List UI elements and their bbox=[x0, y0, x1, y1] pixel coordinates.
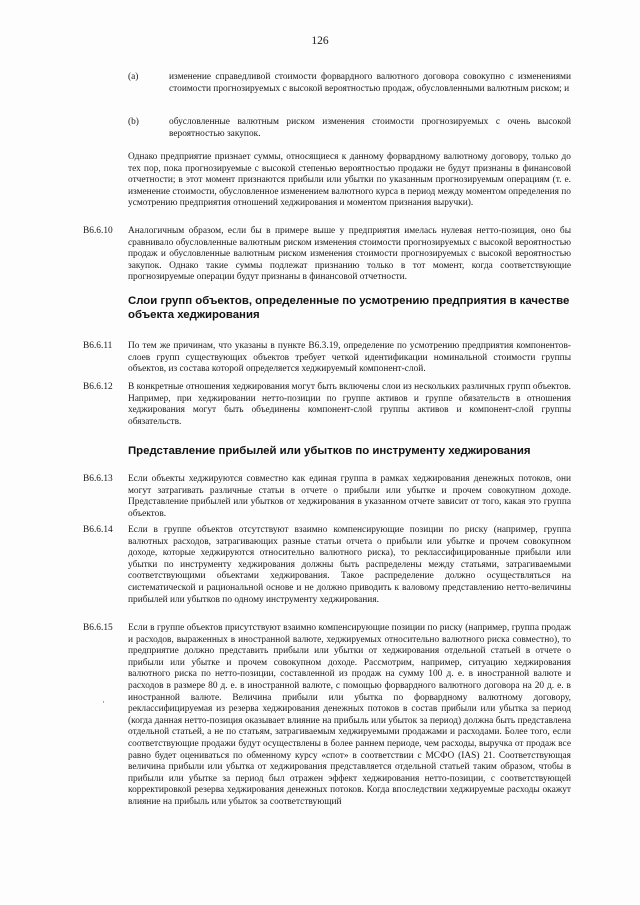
paragraph-number: B6.6.13 bbox=[83, 474, 113, 484]
list-item-label: (b) bbox=[128, 117, 139, 127]
numbered-paragraph: Аналогичным образом, если бы в примере выше у предприятия имелась нулевая нетто-позиция, оно бы сравнивало обусловленные валютным риском изменения стоимости прогнозируемых с высокой вероятностью продаж и обусловленные валютным риском изменения стоимости прогнозируемых с высокой вероятностью закупок. Однако такие суммы подлежат признанию только в тот момент, когда соответствующие прогнозируемые операции будут признаны в финансовой отчетности. bbox=[128, 226, 571, 283]
numbered-paragraph: В конкретные отношения хеджирования могут быть включены слои из нескольких различных групп объектов. Например, при хеджировании нетто-позиции по группе активов и группе обязательств в отношения хеджирования могут быть объединены компонент-слой группы активов и компонент-слой группы обязательств. bbox=[128, 382, 571, 427]
paragraph-number: B6.6.14 bbox=[83, 525, 113, 535]
numbered-paragraph: Если в группе объектов отсутствуют взаимно компенсирующие позиции по риску (например, группа валютных расходов, затрагивающих разные статьи отчета о прибыли или убытке и прочем совокупном доходе, которые хеджируются относительно валютного риска), то реклассифицированные прибыли или убытки по инструменту хеджирования должны быть распределены между статьями, затрагиваемыми соответствующими объектами хеджирования. Такое распределение должно осуществляться на систематической и рациональной основе и не должно приводить к валовому представлению нетто-величины прибылей или убытков по одному инструменту хеджирования. bbox=[128, 525, 571, 605]
list-item-text: изменение справедливой стоимости форвардного валютного договора совокупно с изменениями стоимости прогнозируемых с высокой вероятностью продаж, обусловленными валютным риском; и bbox=[169, 72, 571, 94]
section-heading: Представление прибылей или убытков по инструменту хеджирования bbox=[128, 445, 531, 457]
list-item-text: обусловленные валютным риском изменения стоимости прогнозируемых с очень высокой вероятностью закупок. bbox=[169, 117, 571, 139]
paragraph-number: B6.6.15 bbox=[83, 623, 113, 633]
margin-mark: · bbox=[102, 697, 105, 707]
body-paragraph: Однако предприятие признает суммы, относящиеся к данному форвардному валютному договору, только до тех пор, пока прогнозируемые с высокой степенью вероятностью продажи не будут признаны в финансовой отчетности; в этот момент признаются прибыли или убытки по указанным прогнозируемым операциям (т. е. изменение стоимости, обусловленное изменением валютного курса в период между моментом определения по усмотрению предприятия отношений хеджирования и моментом признания выручки). bbox=[128, 152, 571, 209]
numbered-paragraph: Если в группе объектов присутствуют взаимно компенсирующие позиции по риску (например, группа продаж и расходов, выраженных в иностранной валюте, хеджируемых относительно валютного риска совместно), то предприятие должно представить прибыли или убытки от хеджирования отдельной статьей в отчете о прибыли или убытке и прочем совокупном доходе. Рассмотрим, например, ситуацию хеджирования валютного риска по нетто-позиции, составленной из продаж на сумму 100 д. е. в иностранной валюте и расходов в размере 80 д. е. в иностранной валюте, с помощью форвардного валютного договора на 20 д. е. в иностранной валюте. Величина прибыли или убытка по форвардному валютному договору, реклассифицируемая из резерва хеджирования денежных потоков в состав прибыли или убытка за период (когда данная нетто-позиция оказывает влияние на прибыль или убыток за период) должна быть представлена отдельной статьей, а не по статьям, затрагиваемым хеджируемыми продажами и расходами. Более того, если соответствующие продажи будут осуществлены в более раннем периоде, чем расходы, выручка от продаж все равно будет оцениваться по обменному курсу «спот» в соответствии с МСФО (IAS) 21. Соответствующая величина прибыли или убытка от хеджирования представляется отдельной статьей таким образом, чтобы в прибыли или убытке за период был отражен эффект хеджирования нетто-позиции, с соответствующей корректировкой резерва хеджирования денежных потоков. Когда впоследствии хеджируемые расходы окажут влияние на прибыль или убыток за соответствующий bbox=[128, 623, 571, 807]
paragraph-number: B6.6.10 bbox=[83, 226, 113, 236]
page-number: 126 bbox=[311, 35, 329, 47]
section-heading: Слои групп объектов, определенные по усмотрению предприятия в качестве объекта хеджирования bbox=[128, 295, 570, 321]
numbered-paragraph: Если объекты хеджируются совместно как единая группа в рамках хеджирования денежных потоков, они могут затрагивать различные статьи в отчете о прибыли или убытке и прочем совокупном доходе. Представление прибылей или убытков от хеджирования в указанном отчете зависит от того, какая это группа объектов. bbox=[128, 474, 571, 519]
list-item-label: (a) bbox=[128, 72, 139, 82]
paragraph-number: B6.6.11 bbox=[83, 341, 113, 351]
paragraph-number: B6.6.12 bbox=[83, 382, 113, 392]
numbered-paragraph: По тем же причинам, что указаны в пункте B6.3.19, определение по усмотрению предприятия компонентов-слоев групп существующих объектов требует четкой идентификации номинальной стоимости группы объектов, из состава которой определяется хеджируемый компонент-слой. bbox=[128, 341, 571, 375]
